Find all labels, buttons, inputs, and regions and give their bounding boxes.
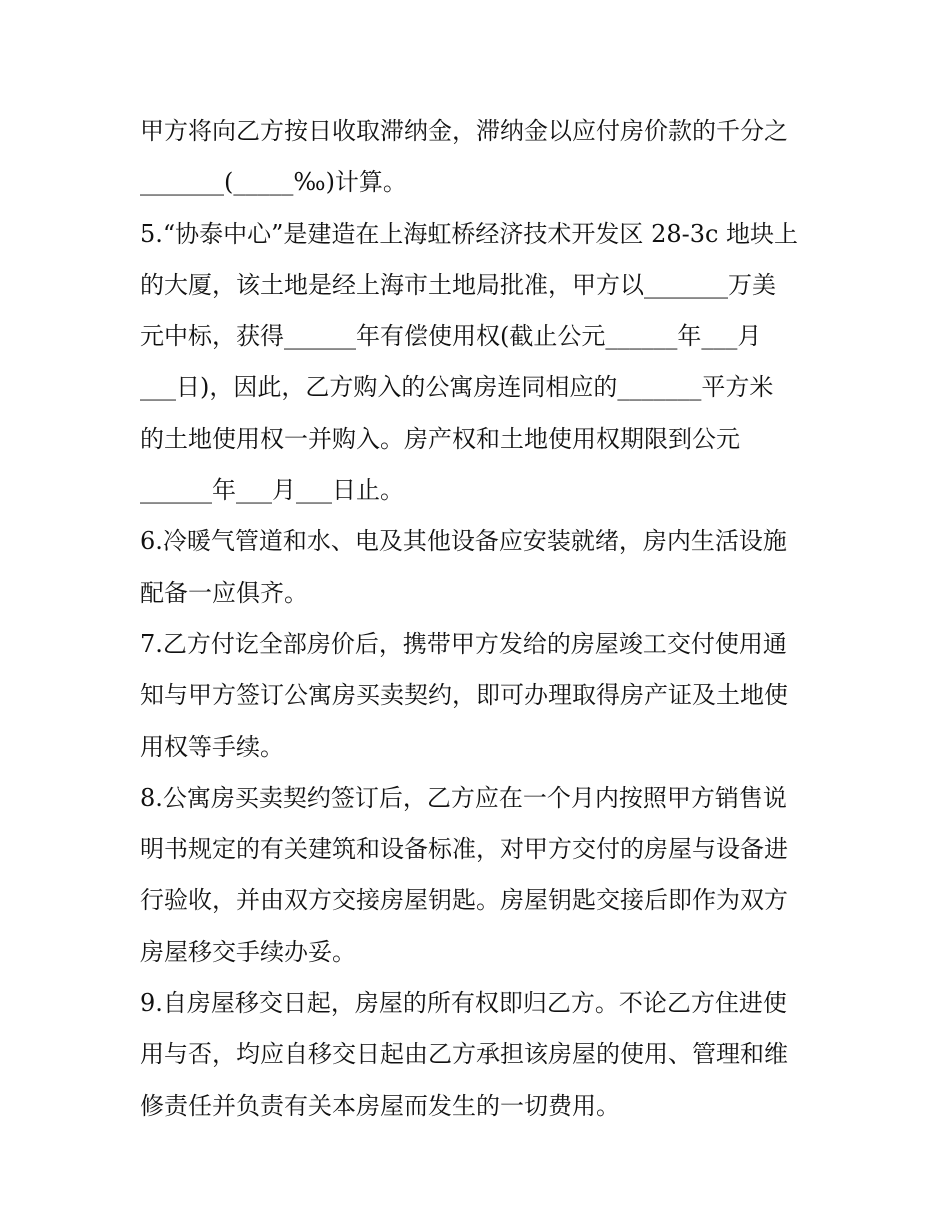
text-line: _______(_____‰)计算。	[140, 168, 407, 197]
text-line: 甲方将向乙方按日收取滞纳金，滞纳金以应付房价款的千分之	[140, 117, 788, 145]
text-line: 修责任并负责有关本房屋而发生的一切费用。	[140, 1091, 620, 1120]
text-line: 的土地使用权一并购入。房产权和土地使用权期限到公元	[140, 424, 740, 453]
text-line: 6.冷暖气管道和水、电及其他设备应安装就绪，房内生活设施	[140, 527, 787, 556]
text-line: 7.乙方付讫全部房价后，携带甲方发给的房屋竣工交付使用通	[140, 629, 787, 658]
text-line: 5.“协泰中心”是建造在上海虹桥经济技术开发区 28-3c 地块上	[140, 219, 799, 248]
text-line: ___日)，因此，乙方购入的公寓房连同相应的_______平方米	[140, 373, 774, 402]
text-line: 明书规定的有关建筑和设备标准，对甲方交付的房屋与设备进	[140, 835, 788, 864]
text-line: 房屋移交手续办妥。	[140, 937, 356, 966]
text-line: 用权等手续。	[140, 732, 284, 761]
text-line: 行验收，并由双方交接房屋钥匙。房屋钥匙交接后即作为双方	[140, 886, 788, 915]
text-line: 知与甲方签订公寓房买卖契约，即可办理取得房产证及土地使	[140, 681, 788, 710]
text-line: 的大厦，该土地是经上海市土地局批准，甲方以_______万美	[140, 270, 776, 299]
text-line: 9.自房屋移交日起，房屋的所有权即归乙方。不论乙方住进使	[140, 989, 787, 1018]
text-line: ______年___月___日止。	[140, 476, 404, 505]
text-line: 8.公寓房买卖契约签订后，乙方应在一个月内按照甲方销售说	[140, 783, 787, 812]
text-line: 元中标，获得______年有偿使用权(截止公元______年___月	[140, 322, 762, 351]
text-line: 用与否，均应自移交日起由乙方承担该房屋的使用、管理和维	[140, 1040, 788, 1069]
document-body	[140, 106, 820, 1132]
text-line: 配备一应俱齐。	[140, 578, 308, 607]
